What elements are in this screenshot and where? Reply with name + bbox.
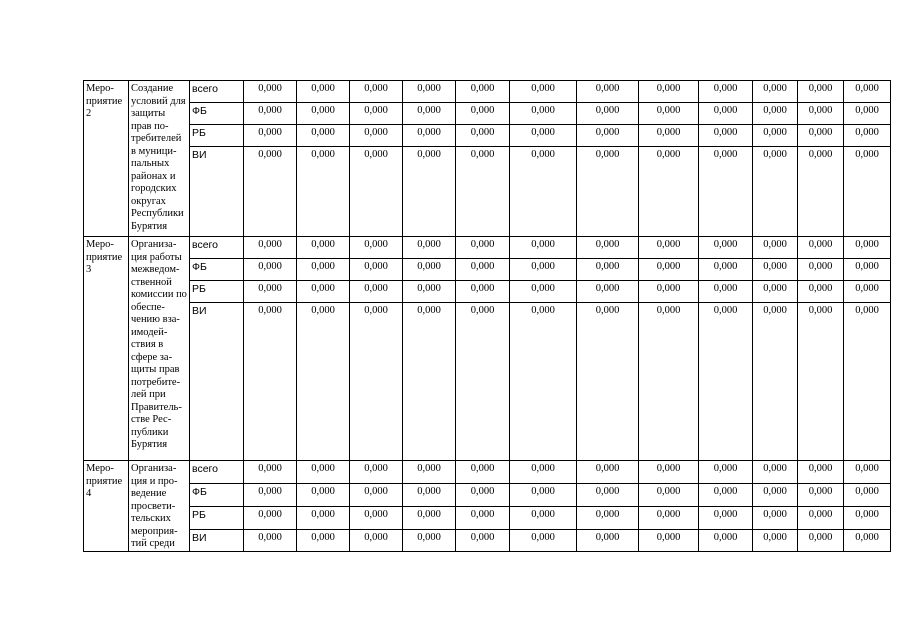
amount-cell: 0,000 xyxy=(699,147,753,237)
amount-cell: 0,000 xyxy=(510,303,577,461)
amount-cell: 0,000 xyxy=(456,103,510,125)
amount-cell: 0,000 xyxy=(639,530,699,551)
amount-cell: 0,000 xyxy=(844,237,891,259)
amount-cell: 0,000 xyxy=(510,237,577,259)
amount-cell: 0,000 xyxy=(456,237,510,259)
table-row xyxy=(84,484,891,507)
amount-cell: 0,000 xyxy=(297,303,350,461)
amount-cell: 0,000 xyxy=(297,530,350,551)
amount-cell: 0,000 xyxy=(510,530,577,551)
amount-cell: 0,000 xyxy=(403,461,456,484)
amount-cell: 0,000 xyxy=(244,81,297,103)
amount-cell: 0,000 xyxy=(297,81,350,103)
table-row xyxy=(84,103,891,125)
amount-cell: 0,000 xyxy=(456,81,510,103)
amount-cell: 0,000 xyxy=(403,125,456,147)
amount-cell: 0,000 xyxy=(699,281,753,303)
table-row xyxy=(84,303,891,461)
amount-cell: 0,000 xyxy=(297,484,350,507)
amount-cell: 0,000 xyxy=(403,103,456,125)
amount-cell: 0,000 xyxy=(639,507,699,530)
amount-cell: 0,000 xyxy=(577,461,639,484)
amount-cell: 0,000 xyxy=(510,281,577,303)
amount-cell: 0,000 xyxy=(350,125,403,147)
amount-cell: 0,000 xyxy=(297,147,350,237)
amount-cell: 0,000 xyxy=(350,81,403,103)
amount-cell: 0,000 xyxy=(510,125,577,147)
amount-cell: 0,000 xyxy=(639,259,699,281)
funding-source-cell: всего xyxy=(190,461,244,484)
amount-cell: 0,000 xyxy=(456,147,510,237)
funding-source-cell: ФБ xyxy=(190,259,244,281)
table-row xyxy=(84,461,891,484)
amount-cell: 0,000 xyxy=(510,259,577,281)
amount-cell: 0,000 xyxy=(403,281,456,303)
funding-source-cell: ВИ xyxy=(190,147,244,237)
amount-cell: 0,000 xyxy=(456,281,510,303)
amount-cell: 0,000 xyxy=(297,237,350,259)
amount-cell: 0,000 xyxy=(798,81,844,103)
amount-cell: 0,000 xyxy=(577,81,639,103)
amount-cell: 0,000 xyxy=(844,103,891,125)
amount-cell: 0,000 xyxy=(510,484,577,507)
amount-cell: 0,000 xyxy=(350,147,403,237)
table-row xyxy=(84,237,891,259)
amount-cell: 0,000 xyxy=(844,303,891,461)
amount-cell: 0,000 xyxy=(456,507,510,530)
amount-cell: 0,000 xyxy=(577,147,639,237)
amount-cell: 0,000 xyxy=(753,461,798,484)
amount-cell: 0,000 xyxy=(350,103,403,125)
amount-cell: 0,000 xyxy=(350,259,403,281)
amount-cell: 0,000 xyxy=(244,237,297,259)
funding-source-cell: РБ xyxy=(190,507,244,530)
amount-cell: 0,000 xyxy=(403,484,456,507)
amount-cell: 0,000 xyxy=(456,303,510,461)
amount-cell: 0,000 xyxy=(798,303,844,461)
amount-cell: 0,000 xyxy=(753,281,798,303)
amount-cell: 0,000 xyxy=(456,259,510,281)
amount-cell: 0,000 xyxy=(844,484,891,507)
amount-cell: 0,000 xyxy=(753,530,798,551)
amount-cell: 0,000 xyxy=(753,147,798,237)
amount-cell: 0,000 xyxy=(403,530,456,551)
amount-cell: 0,000 xyxy=(350,237,403,259)
amount-cell: 0,000 xyxy=(350,507,403,530)
budget-table xyxy=(83,80,891,552)
amount-cell: 0,000 xyxy=(639,281,699,303)
amount-cell: 0,000 xyxy=(244,461,297,484)
amount-cell: 0,000 xyxy=(753,125,798,147)
table-row xyxy=(84,259,891,281)
amount-cell: 0,000 xyxy=(798,259,844,281)
amount-cell: 0,000 xyxy=(639,147,699,237)
amount-cell: 0,000 xyxy=(753,103,798,125)
amount-cell: 0,000 xyxy=(297,103,350,125)
amount-cell: 0,000 xyxy=(510,103,577,125)
amount-cell: 0,000 xyxy=(699,484,753,507)
amount-cell: 0,000 xyxy=(699,507,753,530)
amount-cell: 0,000 xyxy=(297,259,350,281)
amount-cell: 0,000 xyxy=(244,303,297,461)
funding-source-cell: РБ xyxy=(190,281,244,303)
amount-cell: 0,000 xyxy=(699,237,753,259)
amount-cell: 0,000 xyxy=(844,125,891,147)
amount-cell: 0,000 xyxy=(403,507,456,530)
event-description-cell: Организа-ция работы межведом-ственной комиссии по обеспе-чению вза-имодей-ствия в сфере за-щиты прав потребите-лей при Правитель-стве Рес-публики Бурятия xyxy=(129,237,190,461)
amount-cell: 0,000 xyxy=(798,147,844,237)
event-label-cell: Меро- приятие 4 xyxy=(84,461,129,552)
amount-cell: 0,000 xyxy=(244,281,297,303)
amount-cell: 0,000 xyxy=(350,303,403,461)
funding-source-cell: всего xyxy=(190,237,244,259)
amount-cell: 0,000 xyxy=(699,259,753,281)
amount-cell: 0,000 xyxy=(577,259,639,281)
funding-source-cell: всего xyxy=(190,81,244,103)
funding-source-cell: РБ xyxy=(190,125,244,147)
amount-cell: 0,000 xyxy=(577,530,639,551)
table-row xyxy=(84,281,891,303)
amount-cell: 0,000 xyxy=(798,484,844,507)
amount-cell: 0,000 xyxy=(403,81,456,103)
amount-cell: 0,000 xyxy=(456,125,510,147)
event-description-cell: Организа-ция и про-ведение просвети-тельских мероприя-тий среди xyxy=(129,461,190,552)
funding-source-cell: ВИ xyxy=(190,303,244,461)
amount-cell: 0,000 xyxy=(577,237,639,259)
amount-cell: 0,000 xyxy=(753,259,798,281)
amount-cell: 0,000 xyxy=(699,303,753,461)
table-body xyxy=(84,81,891,552)
amount-cell: 0,000 xyxy=(844,147,891,237)
amount-cell: 0,000 xyxy=(639,81,699,103)
funding-source-cell: ФБ xyxy=(190,484,244,507)
amount-cell: 0,000 xyxy=(244,103,297,125)
amount-cell: 0,000 xyxy=(577,507,639,530)
amount-cell: 0,000 xyxy=(844,81,891,103)
table-row xyxy=(84,530,891,551)
amount-cell: 0,000 xyxy=(699,103,753,125)
funding-source-cell: ВИ xyxy=(190,530,244,551)
amount-cell: 0,000 xyxy=(244,530,297,551)
table-row xyxy=(84,147,891,237)
amount-cell: 0,000 xyxy=(350,461,403,484)
event-label-cell: Меро- приятие 2 xyxy=(84,81,129,237)
amount-cell: 0,000 xyxy=(456,484,510,507)
amount-cell: 0,000 xyxy=(297,281,350,303)
amount-cell: 0,000 xyxy=(350,281,403,303)
amount-cell: 0,000 xyxy=(844,259,891,281)
table-row xyxy=(84,125,891,147)
amount-cell: 0,000 xyxy=(844,507,891,530)
amount-cell: 0,000 xyxy=(753,81,798,103)
amount-cell: 0,000 xyxy=(244,147,297,237)
amount-cell: 0,000 xyxy=(699,461,753,484)
amount-cell: 0,000 xyxy=(577,303,639,461)
amount-cell: 0,000 xyxy=(403,237,456,259)
amount-cell: 0,000 xyxy=(244,125,297,147)
amount-cell: 0,000 xyxy=(639,103,699,125)
amount-cell: 0,000 xyxy=(510,147,577,237)
amount-cell: 0,000 xyxy=(699,81,753,103)
amount-cell: 0,000 xyxy=(699,530,753,551)
amount-cell: 0,000 xyxy=(244,484,297,507)
amount-cell: 0,000 xyxy=(403,303,456,461)
amount-cell: 0,000 xyxy=(798,103,844,125)
amount-cell: 0,000 xyxy=(297,507,350,530)
amount-cell: 0,000 xyxy=(844,461,891,484)
funding-source-cell: ФБ xyxy=(190,103,244,125)
amount-cell: 0,000 xyxy=(510,461,577,484)
amount-cell: 0,000 xyxy=(798,281,844,303)
amount-cell: 0,000 xyxy=(844,281,891,303)
amount-cell: 0,000 xyxy=(456,530,510,551)
table-row xyxy=(84,507,891,530)
amount-cell: 0,000 xyxy=(577,281,639,303)
amount-cell: 0,000 xyxy=(639,484,699,507)
amount-cell: 0,000 xyxy=(639,237,699,259)
event-label-cell: Меро- приятие 3 xyxy=(84,237,129,461)
amount-cell: 0,000 xyxy=(577,125,639,147)
amount-cell: 0,000 xyxy=(753,237,798,259)
amount-cell: 0,000 xyxy=(699,125,753,147)
amount-cell: 0,000 xyxy=(510,507,577,530)
amount-cell: 0,000 xyxy=(798,461,844,484)
amount-cell: 0,000 xyxy=(244,259,297,281)
amount-cell: 0,000 xyxy=(510,81,577,103)
amount-cell: 0,000 xyxy=(577,484,639,507)
amount-cell: 0,000 xyxy=(639,125,699,147)
amount-cell: 0,000 xyxy=(350,484,403,507)
amount-cell: 0,000 xyxy=(297,125,350,147)
amount-cell: 0,000 xyxy=(403,147,456,237)
amount-cell: 0,000 xyxy=(577,103,639,125)
amount-cell: 0,000 xyxy=(639,461,699,484)
amount-cell: 0,000 xyxy=(297,461,350,484)
amount-cell: 0,000 xyxy=(456,461,510,484)
amount-cell: 0,000 xyxy=(244,507,297,530)
amount-cell: 0,000 xyxy=(753,303,798,461)
amount-cell: 0,000 xyxy=(798,530,844,551)
amount-cell: 0,000 xyxy=(350,530,403,551)
table-row xyxy=(84,81,891,103)
amount-cell: 0,000 xyxy=(798,507,844,530)
amount-cell: 0,000 xyxy=(798,237,844,259)
amount-cell: 0,000 xyxy=(844,530,891,551)
amount-cell: 0,000 xyxy=(753,484,798,507)
amount-cell: 0,000 xyxy=(403,259,456,281)
event-description-cell: Создание условий для защиты прав по-требителей в муници-пальных районах и городских округах Республики Бурятия xyxy=(129,81,190,237)
amount-cell: 0,000 xyxy=(798,125,844,147)
amount-cell: 0,000 xyxy=(639,303,699,461)
amount-cell: 0,000 xyxy=(753,507,798,530)
